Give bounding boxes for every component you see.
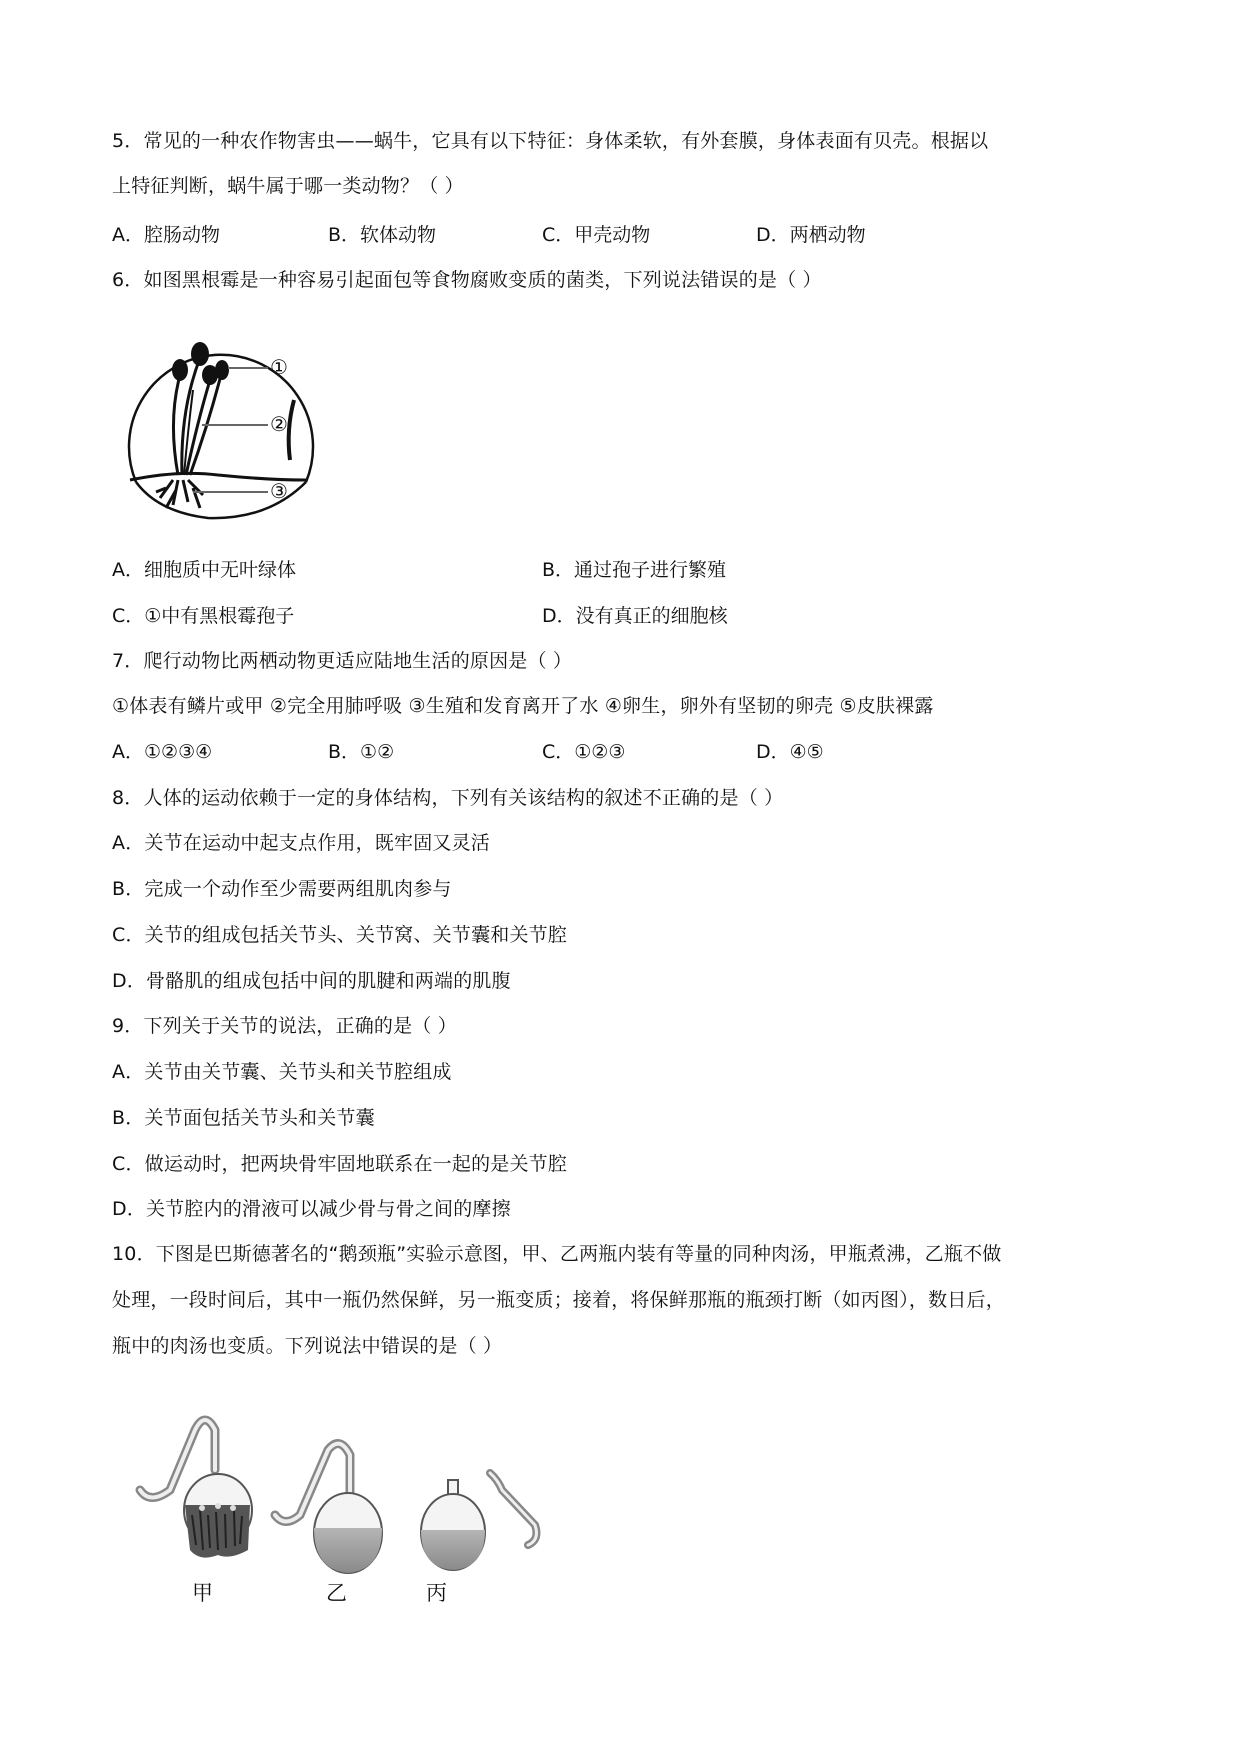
q8-option-c: C．关节的组成包括关节头、关节窝、关节囊和关节腔 [112,924,568,946]
q8-stem: 8．人体的运动依赖于一定的身体结构，下列有关该结构的叙述不正确的是（ ） [112,787,784,809]
q6-option-c: C．①中有黑根霉孢子 [112,605,295,627]
swan-neck-flask-figure [130,1410,550,1610]
q5-option-c: C．甲壳动物 [542,224,651,246]
q7-option-a: A．①②③④ [112,741,213,763]
q9-option-a: A．关节由关节囊、关节头和关节腔组成 [112,1061,452,1083]
q7-option-d: D．④⑤ [756,741,824,763]
q9-stem: 9．下列关于关节的说法，正确的是（ ） [112,1015,457,1037]
rhizopus-figure [118,330,318,525]
q6-option-b: B．通过孢子进行繁殖 [542,559,727,581]
q5-option-b: B．软体动物 [328,224,437,246]
q5-option-a: A．腔肠动物 [112,224,220,246]
q10-stem-line3: 瓶中的肉汤也变质。下列说法中错误的是（ ） [112,1335,503,1357]
q5-option-d: D．两栖动物 [756,224,866,246]
q8-option-d: D．骨骼肌的组成包括中间的肌腱和两端的肌腹 [112,970,511,992]
q7-option-c: C．①②③ [542,741,626,763]
q9-option-c: C．做运动时，把两块骨牢固地联系在一起的是关节腔 [112,1153,568,1175]
figure-label-1: ① [270,355,288,379]
q7-statements: ①体表有鳞片或甲 ②完全用肺呼吸 ③生殖和发育离开了水 ④卵生，卵外有坚韧的卵壳 ⑤皮肤裸露 [112,695,934,717]
flask-caption-bing: 丙 [426,1581,447,1605]
flask-caption-jia: 甲 [192,1581,213,1605]
q6-option-a: A．细胞质中无叶绿体 [112,559,296,581]
q7-stem: 7．爬行动物比两栖动物更适应陆地生活的原因是（ ） [112,650,573,672]
q8-option-b: B．完成一个动作至少需要两组肌肉参与 [112,878,452,900]
rhizopus-diagram-icon [118,330,318,525]
q10-stem-line2: 处理，一段时间后，其中一瓶仍然保鲜，另一瓶变质；接着，将保鲜那瓶的瓶颈打断（如丙图），数日后， [112,1289,1005,1311]
q6-stem: 6．如图黑根霉是一种容易引起面包等食物腐败变质的菌类，下列说法错误的是（ ） [112,269,822,291]
q5-stem-line1: 5．常见的一种农作物害虫——蜗牛，它具有以下特征：身体柔软，有外套膜，身体表面有贝壳。根据以 [112,130,989,152]
q5-stem-line2: 上特征判断，蜗牛属于哪一类动物？（ ） [112,175,464,197]
q6-option-d: D．没有真正的细胞核 [542,605,728,627]
q7-option-b: B．①② [328,741,395,763]
flask-caption-yi: 乙 [326,1581,347,1605]
figure-label-3: ③ [270,479,288,503]
q9-option-b: B．关节面包括关节头和关节囊 [112,1107,375,1129]
q10-stem-line1: 10．下图是巴斯德著名的“鹅颈瓶”实验示意图，甲、乙两瓶内装有等量的同种肉汤，甲瓶煮沸，乙瓶不做 [112,1243,1002,1265]
q9-option-d: D．关节腔内的滑液可以减少骨与骨之间的摩擦 [112,1198,511,1220]
swan-neck-flasks-icon [130,1410,550,1580]
figure-label-2: ② [270,412,288,436]
q8-option-a: A．关节在运动中起支点作用，既牢固又灵活 [112,832,490,854]
